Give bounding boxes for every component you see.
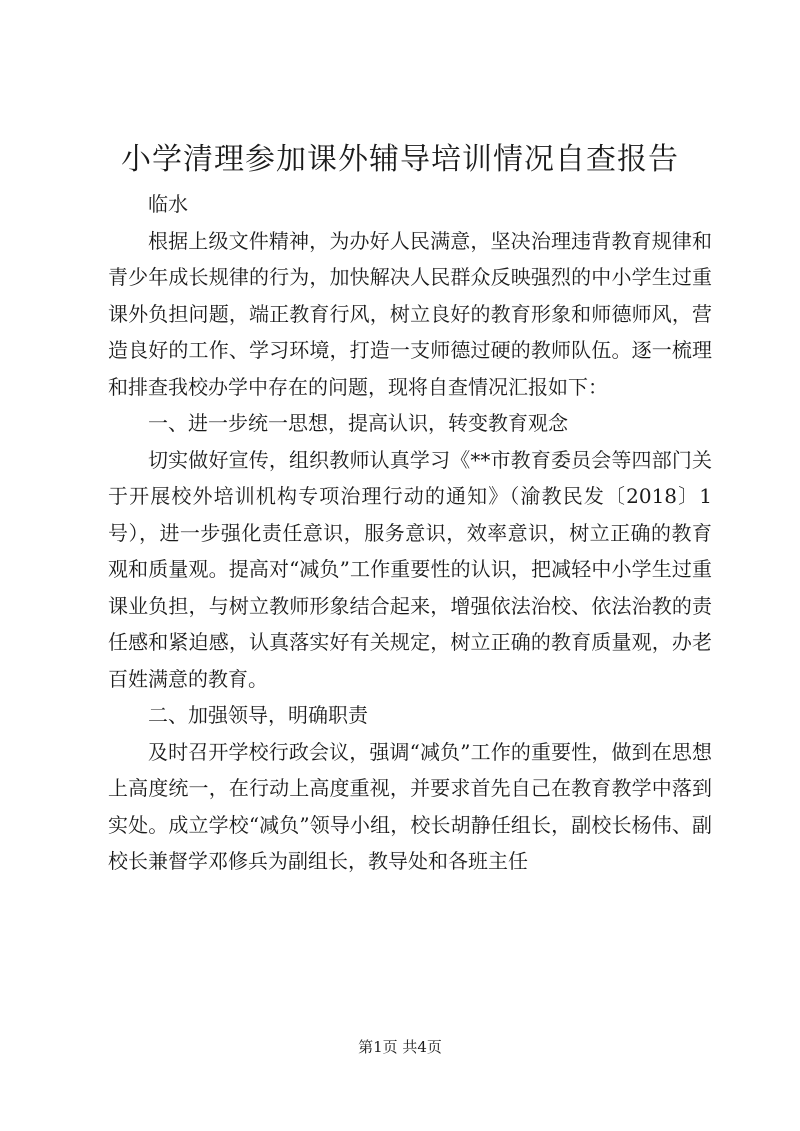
document-body xyxy=(108,186,712,880)
section-heading-1: 一、进一步统一思想，提高认识，转变教育观念 xyxy=(148,411,568,435)
document-title: 小学清理参加课外辅导培训情况自查报告 xyxy=(121,142,679,177)
intro-paragraph: 根据上级文件精神，为办好人民满意，坚决治理违背教育规律和青少年成长规律的行为，加快解决人民群众反映强烈的中小学生过重课外负担问题，端正教育行风，树立良好的教育形象和师德师风，营造良好的工作、学习环境，打造一支师德过硬的教师队伍。逐一梳理和排查我校办学中存在的问题，现将自查情况汇报如下： xyxy=(108,228,712,399)
page-footer: 第1页 共4页 xyxy=(358,1038,442,1056)
section-1-paragraph: 切实做好宣传，组织教师认真学习《**市教育委员会等四部门关于开展校外培训机构专项治理行动的通知》（渝教民发〔2018〕1号），进一步强化责任意识，服务意识，效率意识，树立正确的教育观和质量观。提高对“减负”工作重要性的认识，把减轻中小学生过重课业负担，与树立教师形象结合起来，增强依法治校、依法治教的责任感和紧迫感，认真落实好有关规定，树立正确的教育质量观，办老百姓满意的教育。 xyxy=(108,447,712,691)
section-2-paragraph: 及时召开学校行政会议，强调“减负”工作的重要性，做到在思想上高度统一，在行动上高度重视，并要求首先自己在教育教学中落到实处。成立学校“减负”领导小组，校长胡静任组长，副校长杨伟、副校长兼督学邓修兵为副组长，教导处和各班主任 xyxy=(108,739,712,873)
section-heading-2: 二、加强领导，明确职责 xyxy=(148,703,368,727)
author-line: 临水 xyxy=(148,192,188,216)
